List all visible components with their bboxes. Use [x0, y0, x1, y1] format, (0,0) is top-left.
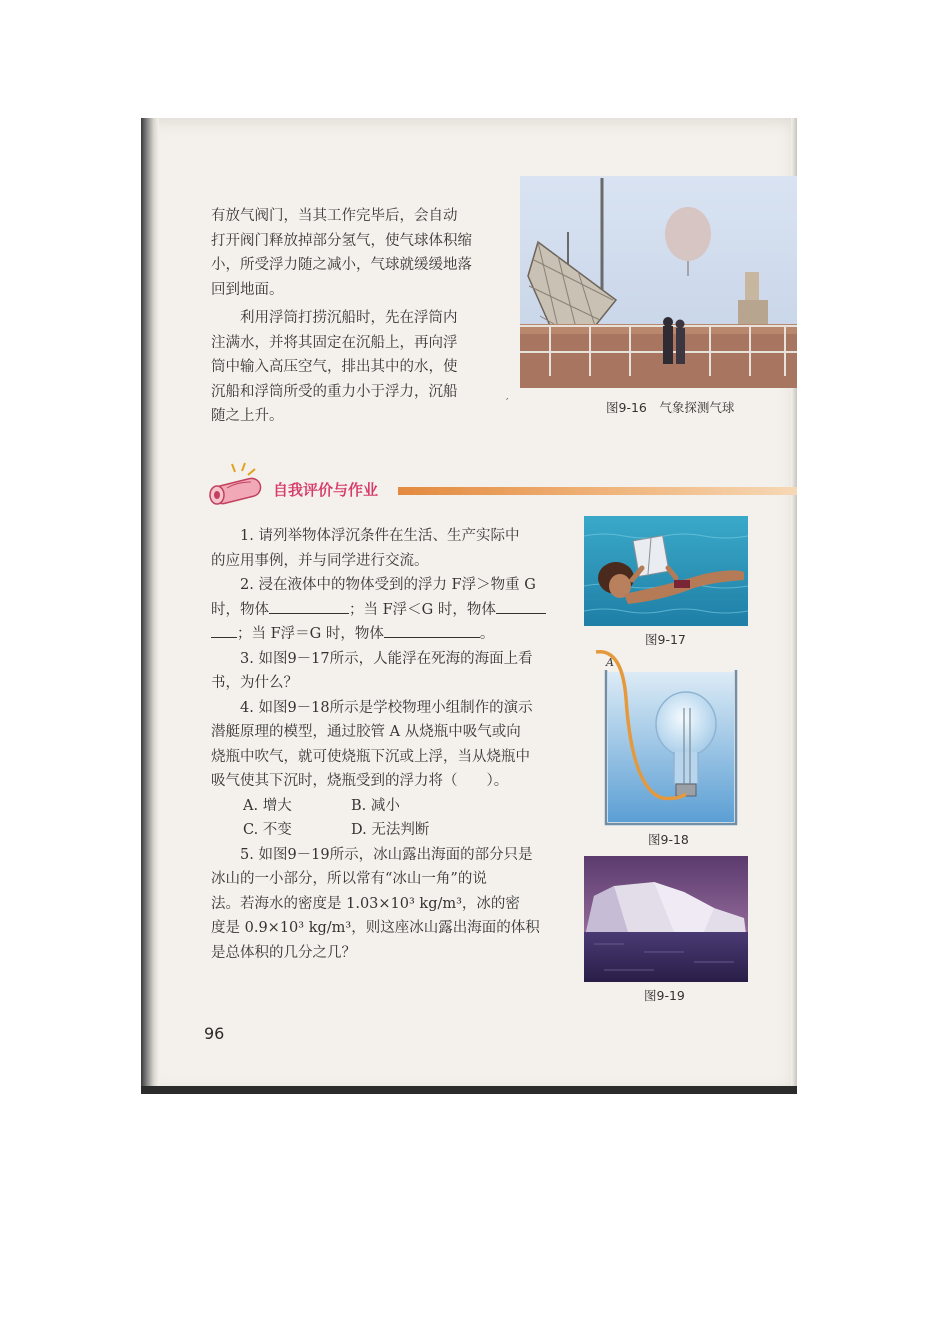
- question-5-line: 冰山的一小部分，所以常有“冰山一角”的说: [211, 871, 487, 887]
- option-a[interactable]: A. 增大: [243, 797, 292, 814]
- text-line: 筒中输入高压空气，排出其中的水，使: [211, 359, 458, 375]
- section-header-bar: [398, 487, 797, 495]
- text-line: 利用浮筒打捞沉船时，先在浮筒内: [240, 310, 458, 326]
- question-2-line: [211, 598, 556, 623]
- question-5-line: 5. 如图9－19所示，冰山露出海面的部分只是: [240, 846, 533, 863]
- question-2-text: ；当 F浮＝G 时，物体: [237, 626, 384, 642]
- question-3-line: 3. 如图9－17所示，人能浮在死海的海面上看: [240, 650, 533, 667]
- weather-balloon-photo: [520, 176, 797, 388]
- answer-blank[interactable]: [384, 623, 480, 638]
- question-1-line: 1. 请列举物体浮沉条件在生活、生产实际中: [240, 528, 520, 544]
- question-4-options: [211, 818, 556, 843]
- text-line: 注满水，并将其固定在沉船上，再向浮: [211, 334, 458, 351]
- figure-caption-9-19: 图9-19: [644, 988, 685, 1003]
- question-5-line: 法。若海水的密度是 1.03×10³ kg/m³，冰的密: [211, 895, 520, 912]
- question-3-line: 书，为什么？: [211, 675, 298, 691]
- question-2-text: ；当 F浮＜G 时，物体: [349, 601, 496, 618]
- option-b[interactable]: B. 减小: [351, 797, 400, 814]
- text-line: 小，所受浮力随之减小，气球就缓缓地落: [211, 257, 472, 273]
- question-1-line: 的应用事例，并与同学进行交流。: [211, 552, 429, 569]
- paragraph-pontoon: [211, 306, 501, 429]
- scan-bottom-band: [141, 1086, 797, 1094]
- page-number: 96: [204, 1024, 225, 1043]
- answer-blank[interactable]: [211, 623, 237, 638]
- scan-mark: ′: [506, 396, 509, 409]
- answer-blank[interactable]: [269, 599, 349, 614]
- question-4-options: [211, 794, 556, 819]
- question-2-text: 。: [479, 626, 495, 642]
- scroll-icon: [205, 462, 267, 510]
- question-2-line: 2. 浸在液体中的物体受到的浮力 F浮＞物重 G: [240, 577, 536, 593]
- section-title: 自我评价与作业: [273, 481, 379, 499]
- text-line: 沉船和浮筒所受的重力小于浮力，沉船: [211, 383, 458, 400]
- iceberg-photo: [584, 856, 748, 982]
- figure-caption-9-16: 图9-16 气象探测气球: [606, 400, 735, 415]
- question-4-line: 4. 如图9－18所示是学校物理小组制作的演示: [240, 699, 533, 716]
- text-line: 回到地面。: [211, 281, 284, 298]
- answer-blank[interactable]: [496, 599, 546, 614]
- book-spine: [141, 118, 159, 1094]
- question-4-line: 吸气使其下沉时，烧瓶受到的浮力将（ ）。: [211, 773, 509, 789]
- dead-sea-reader-photo: [584, 516, 748, 626]
- question-2-text: 时，物体: [211, 601, 269, 618]
- tube-label: A: [606, 656, 614, 669]
- question-4-line: 潜艇原理的模型，通过胶管 A 从烧瓶中吸气或向: [211, 724, 521, 740]
- text-line: 随之上升。: [211, 408, 284, 424]
- submarine-model-diagram: [592, 648, 742, 826]
- text-line: 打开阀门释放掉部分氢气，使气球体积缩: [211, 232, 472, 249]
- option-c[interactable]: C. 不变: [243, 822, 292, 838]
- question-2-line: [211, 622, 556, 647]
- paragraph-balloon: [211, 204, 501, 302]
- figure-caption-9-17: 图9-17: [645, 632, 686, 647]
- text-line: 有放气阀门，当其工作完毕后，会自动: [211, 208, 458, 224]
- figure-caption-9-18: 图9-18: [648, 832, 689, 847]
- question-5-line: 度是 0.9×10³ kg/m³，则这座冰山露出海面的体积: [211, 920, 540, 936]
- question-5-line: 是总体积的几分之几？: [211, 944, 356, 961]
- question-list: [211, 524, 556, 965]
- question-4-line: 烧瓶中吹气，就可使烧瓶下沉或上浮，当从烧瓶中: [211, 748, 530, 765]
- option-d[interactable]: D. 无法判断: [351, 822, 430, 838]
